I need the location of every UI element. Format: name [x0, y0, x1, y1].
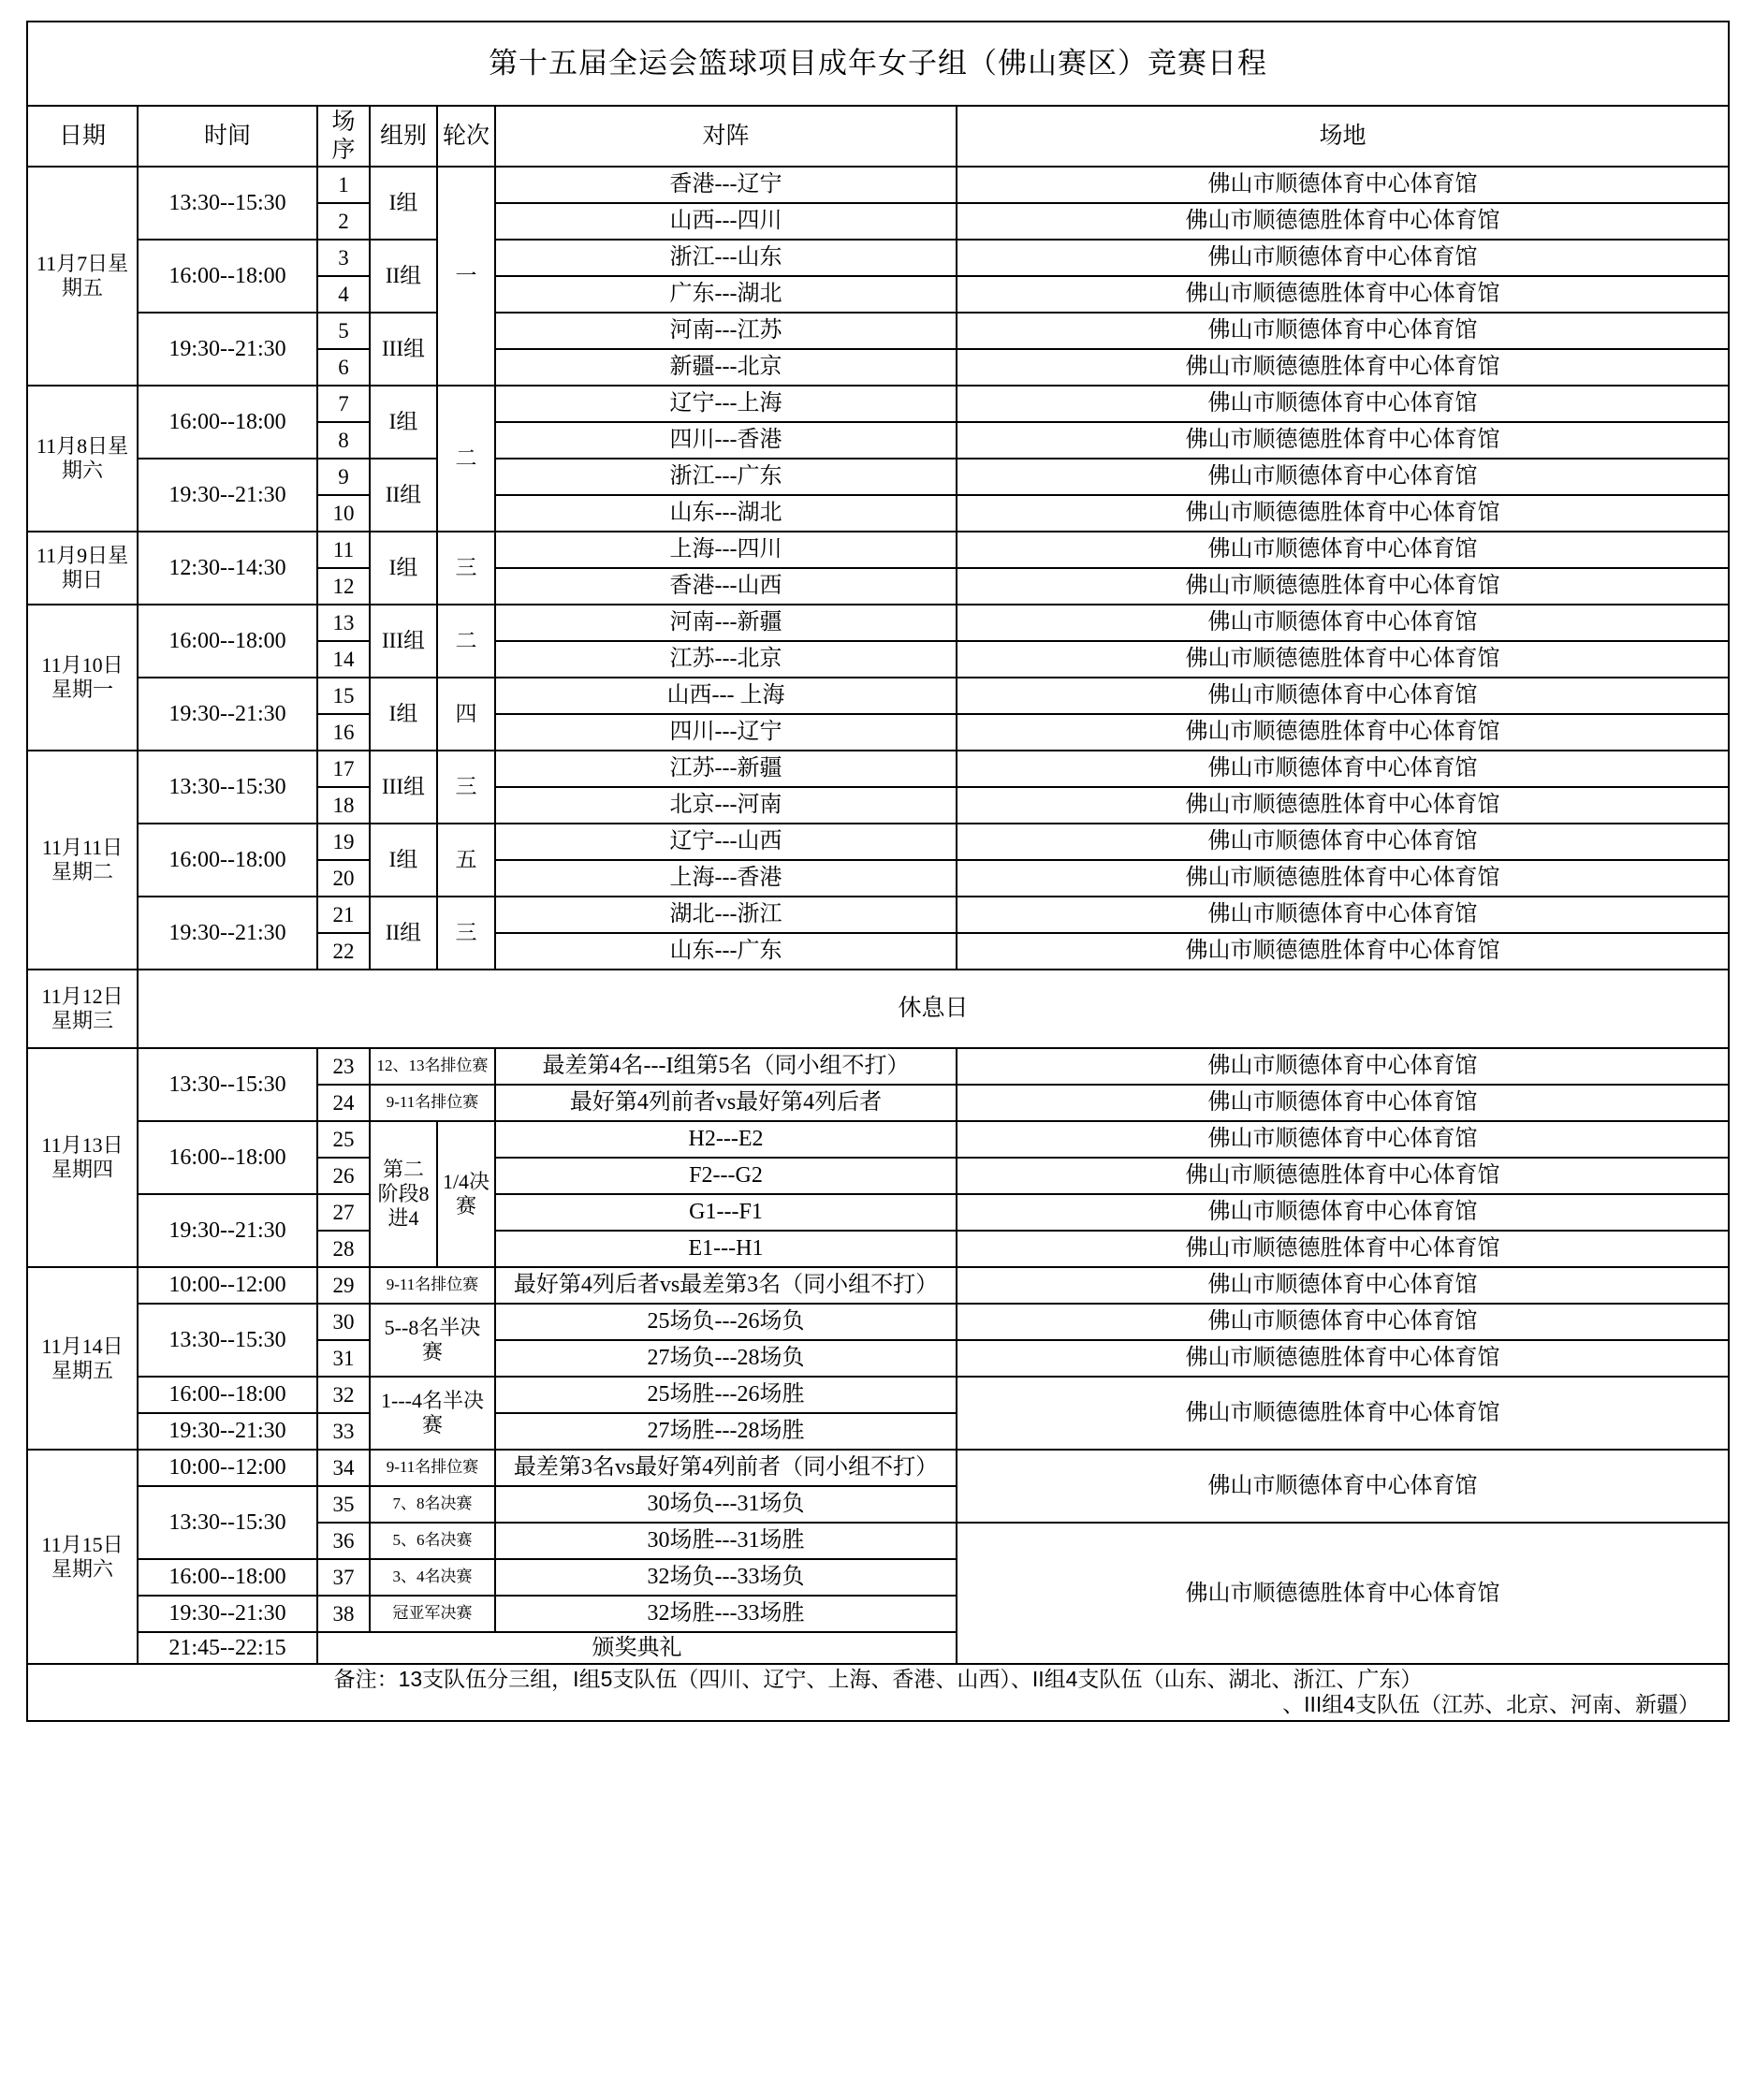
time-cell: 16:00--18:00 — [138, 1377, 317, 1413]
group-cell: I组 — [370, 167, 437, 240]
time-cell: 16:00--18:00 — [138, 824, 317, 897]
venue-cell: 佛山市顺德体育中心体育馆 — [957, 678, 1729, 714]
match-cell: 上海---香港 — [495, 860, 957, 897]
match-no: 2 — [317, 203, 370, 240]
table-row — [27, 1121, 1729, 1158]
venue-cell: 佛山市顺德德胜体育中心体育馆 — [957, 203, 1729, 240]
time-cell: 16:00--18:00 — [138, 1559, 317, 1596]
match-cell: 湖北---浙江 — [495, 897, 957, 933]
group-cell: 3、4名决赛 — [370, 1559, 495, 1596]
match-cell: 浙江---广东 — [495, 459, 957, 495]
table-row — [27, 897, 1729, 933]
venue-cell: 佛山市顺德体育中心体育馆 — [957, 240, 1729, 276]
time-cell: 21:45--22:15 — [138, 1632, 317, 1664]
column-header-match: 对阵 — [495, 106, 957, 167]
group-cell: 9-11名排位赛 — [370, 1085, 495, 1121]
venue-cell: 佛山市顺德德胜体育中心体育馆 — [957, 422, 1729, 459]
match-no: 12 — [317, 568, 370, 605]
table-row — [27, 167, 1729, 203]
match-no: 21 — [317, 897, 370, 933]
match-no: 37 — [317, 1559, 370, 1596]
group-cell: II组 — [370, 240, 437, 313]
table-row — [27, 1377, 1729, 1413]
table-row — [27, 532, 1729, 568]
time-cell: 19:30--21:30 — [138, 459, 317, 532]
match-cell: 辽宁---山西 — [495, 824, 957, 860]
date-cell-nov14: 11月14日星期五 — [27, 1267, 138, 1450]
match-no: 29 — [317, 1267, 370, 1304]
match-cell: 27场负---28场负 — [495, 1340, 957, 1377]
time-cell: 19:30--21:30 — [138, 1413, 317, 1450]
venue-cell: 佛山市顺德体育中心体育馆 — [957, 897, 1729, 933]
venue-cell: 佛山市顺德体育中心体育馆 — [957, 1085, 1729, 1121]
venue-cell: 佛山市顺德德胜体育中心体育馆 — [957, 860, 1729, 897]
page-title: 第十五届全运会篮球项目成年女子组（佛山赛区）竞赛日程 — [27, 22, 1729, 106]
time-cell: 13:30--15:30 — [138, 167, 317, 240]
match-no: 33 — [317, 1413, 370, 1450]
match-no: 10 — [317, 495, 370, 532]
time-cell: 19:30--21:30 — [138, 678, 317, 751]
match-cell: 27场胜---28场胜 — [495, 1413, 957, 1450]
match-cell: 北京---河南 — [495, 787, 957, 824]
time-cell: 10:00--12:00 — [138, 1450, 317, 1486]
match-cell: G1---F1 — [495, 1194, 957, 1231]
venue-cell: 佛山市顺德体育中心体育馆 — [957, 459, 1729, 495]
date-cell-nov15: 11月15日星期六 — [27, 1450, 138, 1664]
column-header-no: 场序 — [317, 106, 370, 167]
group-cell: III组 — [370, 751, 437, 824]
match-no: 11 — [317, 532, 370, 568]
match-no: 16 — [317, 714, 370, 751]
date-cell-nov10: 11月10日星期一 — [27, 605, 138, 751]
top-spacer — [0, 0, 1754, 21]
round-cell: 二 — [437, 386, 495, 532]
match-no: 19 — [317, 824, 370, 860]
time-cell: 13:30--15:30 — [138, 751, 317, 824]
match-cell: 最好第4列前者vs最好第4列后者 — [495, 1085, 957, 1121]
match-cell: 山东---广东 — [495, 933, 957, 970]
footnote-cell — [27, 1664, 1729, 1720]
match-cell: 最差第3名vs最好第4列前者（同小组不打） — [495, 1450, 957, 1486]
match-no: 6 — [317, 349, 370, 386]
venue-cell: 佛山市顺德体育中心体育馆 — [957, 751, 1729, 787]
match-no: 1 — [317, 167, 370, 203]
footnote-row — [27, 1664, 1729, 1720]
date-cell-nov13: 11月13日星期四 — [27, 1048, 138, 1267]
table-row — [27, 1267, 1729, 1304]
match-no: 24 — [317, 1085, 370, 1121]
match-cell: 30场胜---31场胜 — [495, 1523, 957, 1559]
venue-cell: 佛山市顺德德胜体育中心体育馆 — [957, 714, 1729, 751]
venue-cell: 佛山市顺德德胜体育中心体育馆 — [957, 1231, 1729, 1267]
match-cell: 山东---湖北 — [495, 495, 957, 532]
group-cell: I组 — [370, 824, 437, 897]
time-cell: 19:30--21:30 — [138, 1194, 317, 1267]
date-cell-nov9: 11月9日星期日 — [27, 532, 138, 605]
round-cell: 三 — [437, 751, 495, 824]
match-cell: 四川---香港 — [495, 422, 957, 459]
table-row — [27, 824, 1729, 860]
venue-cell: 佛山市顺德体育中心体育馆 — [957, 824, 1729, 860]
match-no: 5 — [317, 313, 370, 349]
venue-cell: 佛山市顺德体育中心体育馆 — [957, 1450, 1729, 1523]
group-cell: 第二阶段8进4 — [370, 1121, 437, 1267]
rest-day-row — [27, 970, 1729, 1048]
match-no: 22 — [317, 933, 370, 970]
time-cell: 12:30--14:30 — [138, 532, 317, 605]
venue-cell: 佛山市顺德体育中心体育馆 — [957, 1121, 1729, 1158]
match-cell: 32场胜---33场胜 — [495, 1596, 957, 1632]
match-cell: 四川---辽宁 — [495, 714, 957, 751]
match-cell: 上海---四川 — [495, 532, 957, 568]
match-no: 36 — [317, 1523, 370, 1559]
column-header-venue: 场地 — [957, 106, 1729, 167]
match-cell: 25场胜---26场胜 — [495, 1377, 957, 1413]
match-cell: 最好第4列后者vs最差第3名（同小组不打） — [495, 1267, 957, 1304]
venue-cell: 佛山市顺德体育中心体育馆 — [957, 386, 1729, 422]
group-cell: II组 — [370, 459, 437, 532]
group-cell: 5--8名半决赛 — [370, 1304, 495, 1377]
footnote-line-1: 备注：13支队伍分三组，I组5支队伍（四川、辽宁、上海、香港、山西）、II组4支队伍（山东、湖北、浙江、广东） — [333, 1667, 1423, 1692]
table-row — [27, 459, 1729, 495]
schedule-sheet — [26, 21, 1728, 1722]
column-header-date: 日期 — [27, 106, 138, 167]
table-row — [27, 751, 1729, 787]
venue-cell: 佛山市顺德体育中心体育馆 — [957, 313, 1729, 349]
match-cell: 25场负---26场负 — [495, 1304, 957, 1340]
table-row — [27, 1048, 1729, 1085]
round-cell: 三 — [437, 532, 495, 605]
date-cell-nov12: 11月12日星期三 — [27, 970, 138, 1048]
match-no: 4 — [317, 276, 370, 313]
group-cell: 1---4名半决赛 — [370, 1377, 495, 1450]
time-cell: 19:30--21:30 — [138, 313, 317, 386]
round-cell: 一 — [437, 167, 495, 386]
venue-cell: 佛山市顺德德胜体育中心体育馆 — [957, 933, 1729, 970]
match-cell: 32场负---33场负 — [495, 1559, 957, 1596]
table-row — [27, 605, 1729, 641]
venue-cell: 佛山市顺德体育中心体育馆 — [957, 605, 1729, 641]
venue-cell: 佛山市顺德德胜体育中心体育馆 — [957, 1340, 1729, 1377]
match-cell: 最差第4名---I组第5名（同小组不打） — [495, 1048, 957, 1085]
group-cell: 12、13名排位赛 — [370, 1048, 495, 1085]
table-row — [27, 386, 1729, 422]
match-cell: 江苏---新疆 — [495, 751, 957, 787]
table-row — [27, 313, 1729, 349]
match-cell: 广东---湖北 — [495, 276, 957, 313]
round-cell: 五 — [437, 824, 495, 897]
venue-cell: 佛山市顺德德胜体育中心体育馆 — [957, 1158, 1729, 1194]
match-cell: 江苏---北京 — [495, 641, 957, 678]
time-cell: 16:00--18:00 — [138, 240, 317, 313]
venue-cell: 佛山市顺德体育中心体育馆 — [957, 532, 1729, 568]
match-no: 25 — [317, 1121, 370, 1158]
venue-cell: 佛山市顺德德胜体育中心体育馆 — [957, 349, 1729, 386]
match-no: 17 — [317, 751, 370, 787]
time-cell: 16:00--18:00 — [138, 1121, 317, 1194]
header-row — [27, 106, 1729, 167]
match-no: 23 — [317, 1048, 370, 1085]
group-cell: I组 — [370, 386, 437, 459]
venue-cell: 佛山市顺德体育中心体育馆 — [957, 1194, 1729, 1231]
column-header-round: 轮次 — [437, 106, 495, 167]
table-row — [27, 1450, 1729, 1486]
table-row — [27, 240, 1729, 276]
column-header-group: 组别 — [370, 106, 437, 167]
venue-cell: 佛山市顺德德胜体育中心体育馆 — [957, 1377, 1729, 1450]
rest-day-label: 休息日 — [138, 970, 1729, 1048]
venue-cell: 佛山市顺德德胜体育中心体育馆 — [957, 495, 1729, 532]
venue-cell: 佛山市顺德德胜体育中心体育馆 — [957, 641, 1729, 678]
venue-cell: 佛山市顺德体育中心体育馆 — [957, 1048, 1729, 1085]
match-no: 14 — [317, 641, 370, 678]
match-cell: 30场负---31场负 — [495, 1486, 957, 1523]
match-cell: H2---E2 — [495, 1121, 957, 1158]
match-cell: 香港---辽宁 — [495, 167, 957, 203]
round-cell: 四 — [437, 678, 495, 751]
date-cell-nov7: 11月7日星期五 — [27, 167, 138, 386]
venue-cell: 佛山市顺德体育中心体育馆 — [957, 1304, 1729, 1340]
match-cell: 香港---山西 — [495, 568, 957, 605]
group-cell: III组 — [370, 605, 437, 678]
date-cell-nov8: 11月8日星期六 — [27, 386, 138, 532]
match-no: 28 — [317, 1231, 370, 1267]
match-no: 31 — [317, 1340, 370, 1377]
match-no: 18 — [317, 787, 370, 824]
table-row — [27, 678, 1729, 714]
match-no: 20 — [317, 860, 370, 897]
match-no: 38 — [317, 1596, 370, 1632]
round-cell: 二 — [437, 605, 495, 678]
venue-cell: 佛山市顺德体育中心体育馆 — [957, 167, 1729, 203]
match-no: 30 — [317, 1304, 370, 1340]
match-cell: 河南---江苏 — [495, 313, 957, 349]
group-cell: 9-11名排位赛 — [370, 1450, 495, 1486]
venue-cell: 佛山市顺德德胜体育中心体育馆 — [957, 787, 1729, 824]
round-cell: 1/4决赛 — [437, 1121, 495, 1267]
match-no: 15 — [317, 678, 370, 714]
match-no: 7 — [317, 386, 370, 422]
column-header-time: 时间 — [138, 106, 317, 167]
time-cell: 13:30--15:30 — [138, 1486, 317, 1559]
competition-schedule-table — [26, 21, 1730, 1722]
time-cell: 16:00--18:00 — [138, 386, 317, 459]
match-no: 34 — [317, 1450, 370, 1486]
time-cell: 10:00--12:00 — [138, 1267, 317, 1304]
group-cell: 冠亚军决赛 — [370, 1596, 495, 1632]
round-cell: 三 — [437, 897, 495, 970]
group-cell: 9-11名排位赛 — [370, 1267, 495, 1304]
table-row — [27, 1194, 1729, 1231]
match-no: 27 — [317, 1194, 370, 1231]
date-cell-nov11: 11月11日星期二 — [27, 751, 138, 970]
match-cell: 山西--- 上海 — [495, 678, 957, 714]
group-cell: I组 — [370, 532, 437, 605]
footnote-line-2: 、III组4支队伍（江苏、北京、河南、新疆） — [1282, 1692, 1701, 1717]
venue-cell: 佛山市顺德体育中心体育馆 — [957, 1267, 1729, 1304]
match-no: 9 — [317, 459, 370, 495]
match-cell: 辽宁---上海 — [495, 386, 957, 422]
group-cell: 5、6名决赛 — [370, 1523, 495, 1559]
match-no: 32 — [317, 1377, 370, 1413]
match-no: 13 — [317, 605, 370, 641]
match-cell: 山西---四川 — [495, 203, 957, 240]
venue-cell: 佛山市顺德德胜体育中心体育馆 — [957, 568, 1729, 605]
match-cell: 新疆---北京 — [495, 349, 957, 386]
time-cell: 19:30--21:30 — [138, 1596, 317, 1632]
match-no: 8 — [317, 422, 370, 459]
time-cell: 16:00--18:00 — [138, 605, 317, 678]
group-cell: I组 — [370, 678, 437, 751]
match-cell: E1---H1 — [495, 1231, 957, 1267]
time-cell: 13:30--15:30 — [138, 1048, 317, 1121]
match-cell: 河南---新疆 — [495, 605, 957, 641]
title-row — [27, 22, 1729, 106]
venue-cell: 佛山市顺德德胜体育中心体育馆 — [957, 1523, 1729, 1664]
venue-cell: 佛山市顺德德胜体育中心体育馆 — [957, 276, 1729, 313]
match-cell: 浙江---山东 — [495, 240, 957, 276]
group-cell: 7、8名决赛 — [370, 1486, 495, 1523]
match-no: 3 — [317, 240, 370, 276]
table-row — [27, 1304, 1729, 1340]
match-no: 26 — [317, 1158, 370, 1194]
match-cell: F2---G2 — [495, 1158, 957, 1194]
match-no: 35 — [317, 1486, 370, 1523]
time-cell: 13:30--15:30 — [138, 1304, 317, 1377]
time-cell: 19:30--21:30 — [138, 897, 317, 970]
ceremony-label: 颁奖典礼 — [317, 1632, 957, 1664]
group-cell: III组 — [370, 313, 437, 386]
group-cell: II组 — [370, 897, 437, 970]
